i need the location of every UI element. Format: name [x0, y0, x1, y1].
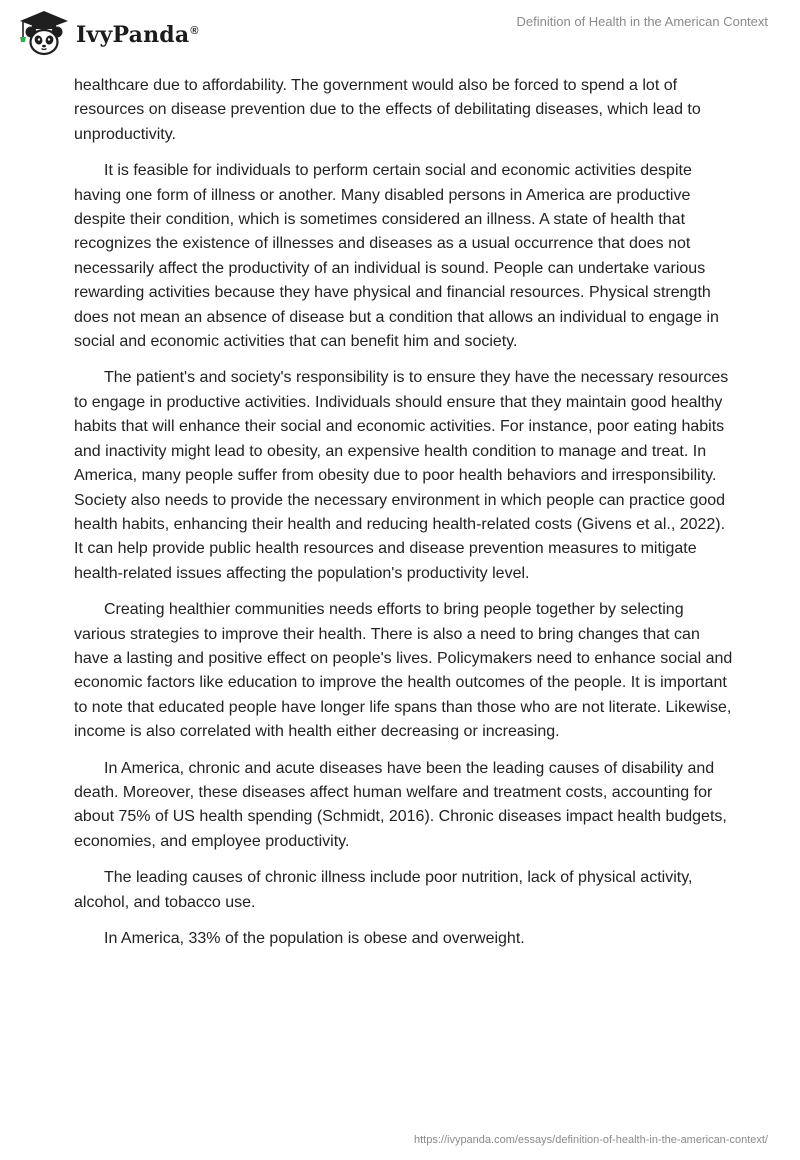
panda-graduate-icon	[14, 8, 74, 58]
paragraph: Creating healthier communities needs efforts to bring people together by selecting various strategies to improve their health. There is also a need to bring changes that can have a lasting and positive effect on people's lives. Policymakers need to enhance social and economic factors like education to improve the health outcomes of the people. It is important to note that educated people have longer life spans than those who are not literate. Likewise, income is also correlated with health either decreasing or increasing.	[74, 601, 733, 741]
ivypanda-logo[interactable]	[14, 8, 199, 58]
essay-body	[74, 74, 734, 963]
paragraph: It is feasible for individuals to perform certain social and economic activities despite having one form of illness or another. Many disabled persons in America are productive despite their condition, which is sometimes considered an illness. A state of health that recognizes the existence of illnesses and diseases as a usual occurrence that does not necessarily affect the productivity of an individual is sound. People can undertake various rewarding activities because they have physical and financial resources. Physical strength does not mean an absence of disease but a condition that allows an individual to engage in social and economic activities that can benefit him and society.	[74, 162, 719, 351]
paragraph: The patient's and society's responsibility is to ensure they have the necessary resources to engage in productive activities. Individuals should ensure that they maintain good healthy habits that will enhance their social and economic activities. For instance, poor eating habits and inactivity might lead to obesity, an expensive health condition to manage and treat. In America, many people suffer from obesity due to poor health behaviors and irresponsibility. Society also needs to provide the necessary environment in which people can practice good health habits, enhancing their health and reducing health-related costs (Givens et al., 2022). It can help provide public health resources and disease prevention measures to mitigate health-related issues affecting the population's productivity level.	[74, 369, 729, 582]
paragraph: healthcare due to affordability. The government would also be forced to spend a lot of resources on disease prevention due to the effects of debilitating diseases, which lead to unproductivity.	[74, 77, 701, 143]
page-header	[0, 0, 800, 72]
source-url[interactable]: https://ivypanda.com/essays/definition-of-health-in-the-american-context/	[413, 1134, 768, 1146]
paragraph: In America, chronic and acute diseases have been the leading causes of disability and death. Moreover, these diseases affect human welfare and treatment costs, accounting for about 75% of US health spending (Schmidt, 2016). Chronic diseases impact health budgets, economies, and employee productivity.	[74, 759, 727, 850]
document-title: Definition of Health in the American Context	[516, 14, 768, 29]
registered-mark: ®	[190, 24, 199, 37]
paragraph: In America, 33% of the population is obese and overweight.	[104, 930, 525, 947]
brand-name	[76, 22, 199, 48]
paragraph: The leading causes of chronic illness include poor nutrition, lack of physical activity, alcohol, and tobacco use.	[74, 869, 693, 911]
brand-text: IvyPanda	[76, 22, 190, 48]
